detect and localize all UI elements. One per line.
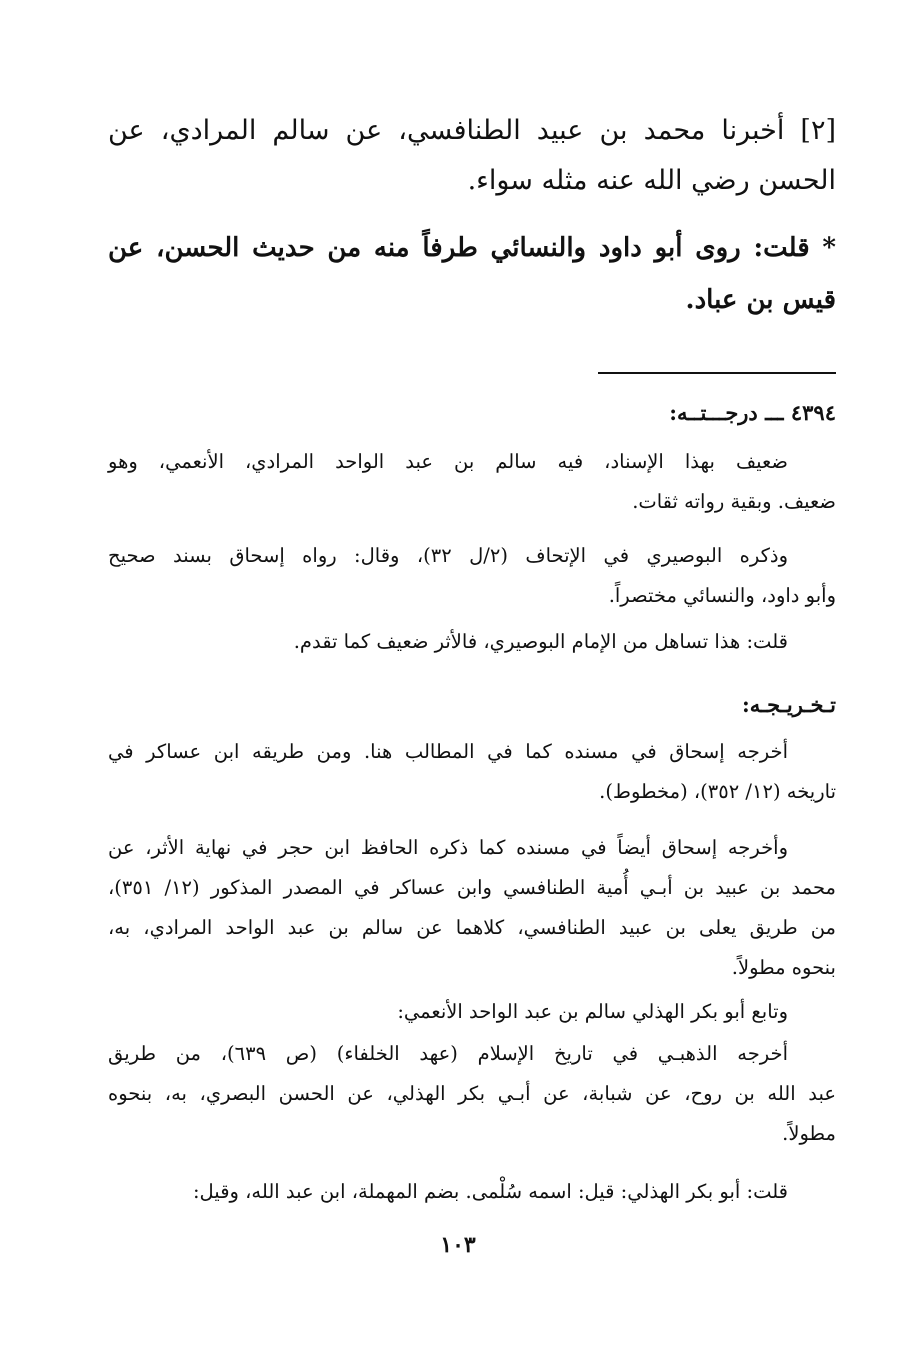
heading-takhrij: تـخـريـجـه: [741,692,836,717]
heading-grade: ٤٣٩٤ ـــ درجـــتــه: [669,400,836,425]
footnote-paragraph [108,1172,836,1212]
page-number: ١٠٣ [440,1232,476,1258]
text-line: تاريخه (١٢/ ٣٥٢)، (مخطوط). [599,780,836,803]
text-line: ضعيف بهذا الإسناد، فيه سالم بن عبد الواحد المرادي، الأنعمي، وهو [108,450,788,473]
text-line: من طريق يعلى بن عبيد الطنافسي، كلاهما عن سالم بن عبد الواحد المرادي، به، [108,916,836,939]
text-line: قلت: هذا تساهل من الإمام البوصيري، فالأثر ضعيف كما تقدم. [293,630,788,653]
footnote-separator [598,372,836,374]
text-line: قلت: أبو بكر الهذلي: قيل: اسمه سُلْمى. بضم المهملة، ابن عبد الله، وقيل: [192,1180,788,1203]
text-line: عبد الله بن روح، عن شبابة، عن أبـي بكر الهذلي، عن الحسن البصري، به، بنحوه [108,1082,836,1105]
footnote-paragraph [108,1034,836,1154]
text-line: بنحوه مطولاً. [731,956,836,979]
text-line: [٢] أخبرنا محمد بن عبيد الطنافسي، عن سالم المرادي، عن [108,115,836,146]
text-line: أخرجه الذهبـي في تاريخ الإسلام (عهد الخلفاء) (ص ٦٣٩)، من طريق [108,1042,789,1065]
text-line: ضعيف. وبقية رواته ثقات. [632,490,836,513]
text-line: قيس بن عباد. [685,285,836,315]
footnote-paragraph [108,828,836,988]
text-line: الحسن رضي الله عنه مثله سواء. [467,165,836,196]
main-paragraph-hadith [108,106,836,206]
text-line: وتابع أبو بكر الهذلي سالم بن عبد الواحد الأنعمي: [397,1000,788,1023]
text-line: وذكره البوصيري في الإتحاف (٢/ل ٣٢)، وقال: رواه إسحاق بسند صحيح [108,544,788,567]
footnote-paragraph [108,622,836,662]
footnote-paragraph [108,536,836,616]
footnote-paragraph [108,732,836,812]
footnote-paragraph [108,992,836,1032]
text-line: أخرجه إسحاق في مسنده كما في المطالب هنا. ومن طريقه ابن عساكر في [108,740,788,763]
text-line: * قلت: روى أبو داود والنسائي طرفاً منه من حديث الحسن، عن [108,233,836,263]
text-line: مطولاً. [782,1122,836,1145]
footnote-paragraph [108,442,836,522]
main-paragraph-comment [108,222,836,326]
text-line: وأبو داود، والنسائي مختصراً. [608,584,836,607]
text-line: وأخرجه إسحاق أيضاً في مسنده كما ذكره الحافظ ابن حجر في نهاية الأثر، عن [108,836,788,859]
text-line: محمد بن عبيد بن أبـي أُمية الطنافسي وابن عساكر في المصدر المذكور (١٢/ ٣٥١)، [108,876,836,899]
